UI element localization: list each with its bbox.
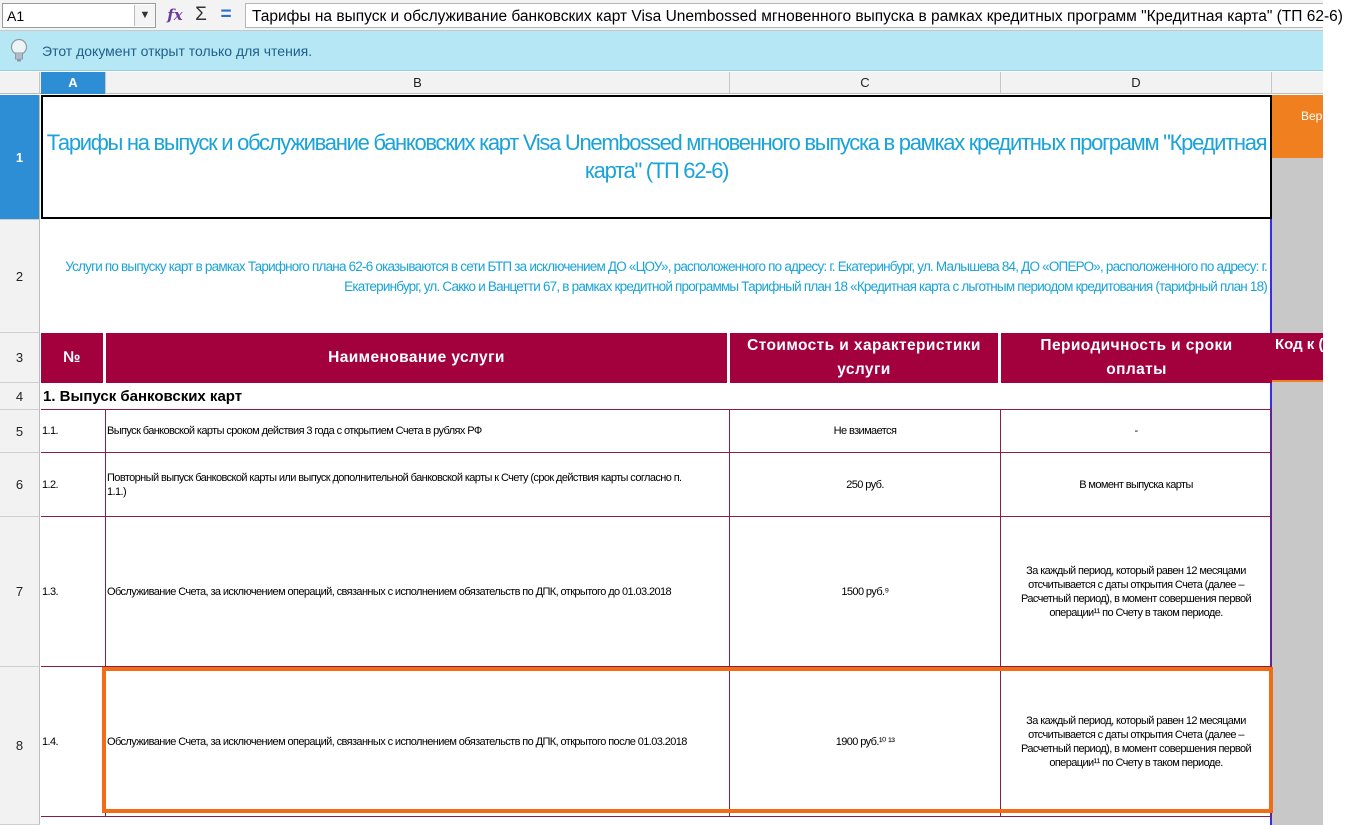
table-row-4-cost[interactable]: 1900 руб.¹⁰ ¹³ <box>730 667 1001 817</box>
table-row-3-num[interactable]: 1.3. <box>41 517 106 667</box>
table-row-1-num[interactable]: 1.1. <box>41 410 106 453</box>
row-header-1[interactable]: 1 <box>0 95 40 220</box>
row-header-2[interactable]: 2 <box>0 220 40 333</box>
table-row-3-period[interactable]: За каждый период, который равен 12 месяцами отсчитывается с даты открытия Счета (далее – Расчетный период), в момент совершения первой операции¹¹ по Счету в таком периоде. <box>1001 517 1272 667</box>
readonly-infobar <box>0 31 1323 71</box>
table-row-2-period[interactable]: В момент выпуска карты <box>1001 453 1272 517</box>
table-row-3-cost[interactable]: 1500 руб.⁹ <box>730 517 1001 667</box>
formula-text: Тарифы на выпуск и обслуживание банковских карт Visa Unembossed мгновенного выпуска в рамках кредитных программ "Кредитная карта" (ТП 62-6) <box>252 8 1343 25</box>
infobar-message: Этот документ открыт только для чтения. <box>42 43 313 59</box>
lightbulb-icon <box>8 38 30 64</box>
title-cell[interactable] <box>41 95 1272 219</box>
header-period[interactable]: Периодичность и сроки оплаты <box>1001 333 1272 383</box>
table-row-4-name[interactable]: Обслуживание Счета, за исключением операций, связанных с исполнением обязательств по ДПК, открытого после 01.03.2018 <box>106 667 730 817</box>
row-header-7[interactable]: 7 <box>0 517 40 667</box>
name-box-value: A1 <box>7 8 25 24</box>
column-header-c[interactable]: C <box>730 72 1001 94</box>
row-header-4[interactable]: 4 <box>0 383 40 410</box>
column-headers <box>0 72 1323 94</box>
formula-bar <box>0 0 1343 31</box>
select-all-corner[interactable] <box>0 72 40 94</box>
subtitle-text: Услуги по выпуску карт в рамках Тарифного плана 62-6 оказываются в сети БТП за исключением ДО «ЦОУ», расположенного по адресу: г. Екатеринбург, ул. Малышева 84, ДО «ОПЕРО», расположенного по адресу: г. Екатеринбург, ул. Сакко и Ванцетти 67, в рамках кредитной программы Тарифный план 18 «Кредитная карта с льготным периодом кредитования (тарифный план 18) <box>65 258 1267 294</box>
column-header-b[interactable]: B <box>106 72 730 94</box>
table-row-2-cost[interactable]: 250 руб. <box>730 453 1001 517</box>
column-header-d[interactable]: D <box>1001 72 1272 94</box>
table-row-3-name[interactable]: Обслуживание Счета, за исключением операций, связанных с исполнением обязательств по ДПК, открытого до 01.03.2018 <box>106 517 730 667</box>
column-e-header-cell[interactable]: Код к (10 <box>1272 333 1323 382</box>
table-row-1-name[interactable]: Выпуск банковской карты сроком действия 3 года с открытием Счета в рублях РФ <box>106 410 730 453</box>
equals-icon[interactable]: = <box>220 4 232 25</box>
page-title: Тарифы на выпуск и обслуживание банковских карт Visa Unembossed мгновенного выпуска в рамках кредитных программ "Кредитная карта" (ТП 62-6) <box>46 130 1267 183</box>
section-heading[interactable]: 1. Выпуск банковских карт <box>41 383 1272 410</box>
column-e-area <box>1272 95 1323 825</box>
name-box[interactable] <box>2 3 156 28</box>
row-header-3[interactable]: 3 <box>0 333 40 383</box>
table-row-1-cost[interactable]: Не взимается <box>730 410 1001 453</box>
subtitle-cell[interactable] <box>41 220 1272 333</box>
column-e-orange-cell[interactable]: Вер опл <box>1272 95 1323 158</box>
table-row-4-num[interactable]: 1.4. <box>41 667 106 817</box>
row-header-8[interactable]: 8 <box>0 667 40 825</box>
table-row-2-name[interactable]: Повторный выпуск банковской карты или выпуск дополнительной банковской карты к Счету (срок действия карты согласно п. 1.1.) <box>106 453 730 517</box>
header-name[interactable]: Наименование услуги <box>106 333 730 383</box>
table-row-4-period[interactable]: За каждый период, который равен 12 месяцами отсчитывается с даты открытия Счета (далее – Расчетный период), в момент совершения первой операции¹¹ по Счету в таком периоде. <box>1001 667 1272 817</box>
function-wizard-icon[interactable]: fx <box>167 6 183 24</box>
chevron-down-icon[interactable]: ▼ <box>134 5 155 26</box>
formula-input[interactable] <box>245 3 1343 28</box>
selection-highlight <box>102 667 1273 813</box>
column-header-a[interactable]: A <box>41 72 106 94</box>
table-row-2-num[interactable]: 1.2. <box>41 453 106 517</box>
header-cost[interactable]: Стоимость и характеристики услуги <box>730 333 1001 383</box>
table-row-1-period[interactable]: - <box>1001 410 1272 453</box>
header-num[interactable]: № <box>41 333 106 383</box>
row-header-6[interactable]: 6 <box>0 453 40 517</box>
sum-icon[interactable]: Σ <box>195 4 207 25</box>
row-header-5[interactable]: 5 <box>0 410 40 453</box>
